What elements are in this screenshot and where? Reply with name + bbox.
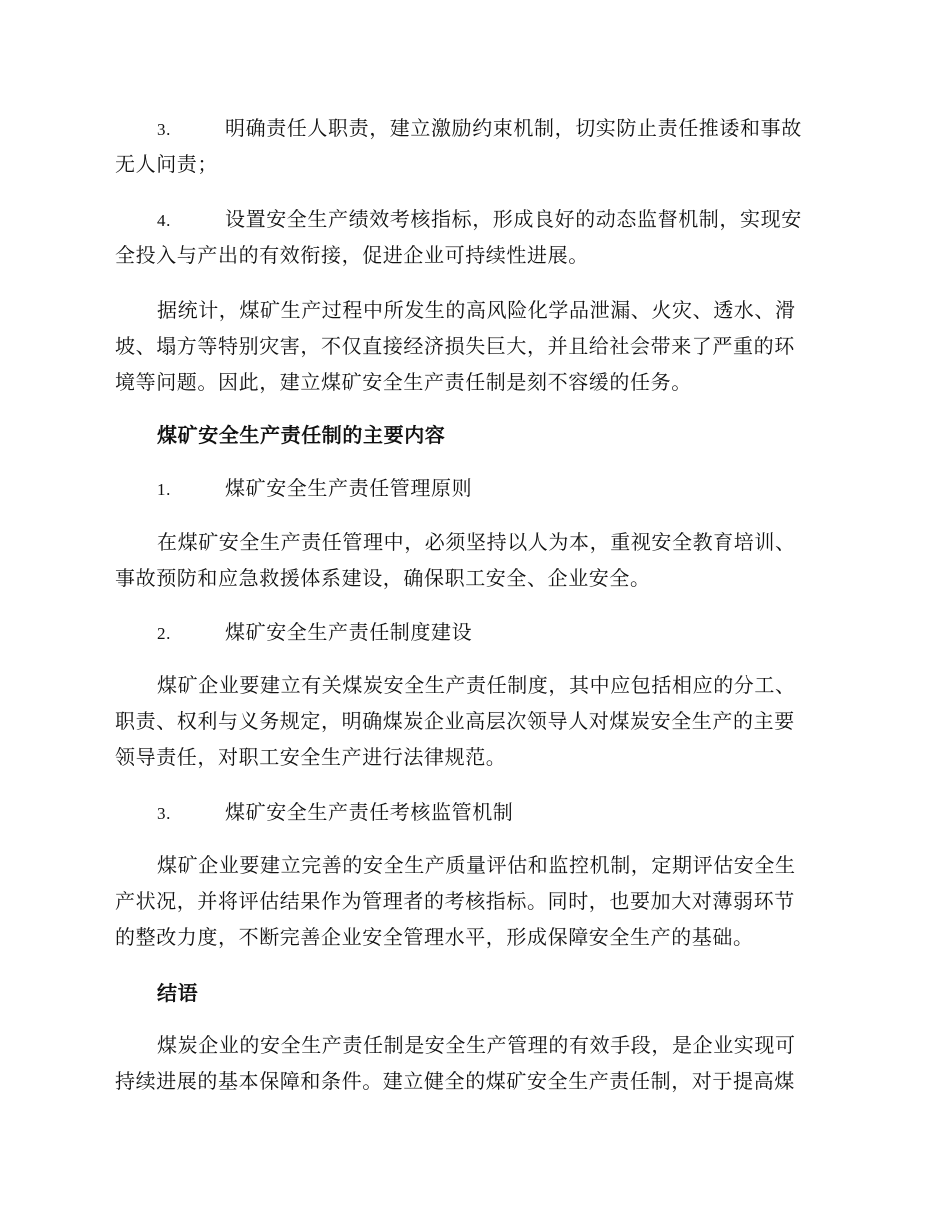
statistics-paragraph bbox=[115, 292, 835, 400]
subsection-1-paragraph bbox=[115, 524, 835, 596]
paragraph-line: 煤矿企业要建立完善的安全生产质量评估和监控机制，定期评估安全生 bbox=[157, 853, 796, 877]
list-number: 4. bbox=[157, 211, 171, 230]
paragraph-line: 设置安全生产绩效考核指标，形成良好的动态监督机制，实现安 bbox=[225, 207, 802, 231]
subsection-title: 煤矿安全生产责任制度建设 bbox=[225, 620, 473, 644]
paragraph-line: 煤炭企业的安全生产责任制是安全生产管理的有效手段，是企业实现可 bbox=[157, 1033, 796, 1057]
paragraph-line: 领导责任，对职工安全生产进行法律规范。 bbox=[115, 745, 507, 769]
paragraph-line: 据统计，煤矿生产过程中所发生的高风险化学品泄漏、火灾、透水、滑 bbox=[157, 298, 796, 322]
paragraph-line: 无人问责； bbox=[115, 152, 218, 176]
paragraph-line: 境等问题。因此，建立煤矿安全生产责任制是刻不容缓的任务。 bbox=[115, 370, 692, 394]
list-number: 2. bbox=[157, 624, 171, 643]
paragraph-line: 产状况，并将评估结果作为管理者的考核指标。同时，也要加大对薄弱环节 bbox=[115, 889, 795, 913]
list-number: 1. bbox=[157, 480, 171, 499]
subsection-title: 煤矿安全生产责任管理原则 bbox=[225, 476, 473, 500]
subsection-2-title bbox=[115, 614, 835, 650]
subsection-3-title bbox=[115, 794, 835, 830]
subsection-3-paragraph bbox=[115, 847, 835, 955]
subsection-title: 煤矿安全生产责任考核监管机制 bbox=[225, 800, 514, 824]
list-item-3 bbox=[115, 110, 835, 182]
subsection-2-paragraph bbox=[115, 667, 835, 775]
paragraph-line: 煤矿企业要建立有关煤炭安全生产责任制度，其中应包括相应的分工、 bbox=[157, 673, 796, 697]
paragraph-line: 在煤矿安全生产责任管理中，必须坚持以人为本，重视安全教育培训、 bbox=[157, 530, 796, 554]
paragraph-line: 明确责任人职责，建立激励约束机制，切实防止责任推诿和事故 bbox=[225, 116, 802, 140]
conclusion-paragraph bbox=[115, 1027, 835, 1099]
paragraph-line: 的整改力度，不断完善企业安全管理水平，形成保障安全生产的基础。 bbox=[115, 925, 754, 949]
paragraph-line: 坡、塌方等特别灾害，不仅直接经济损失巨大，并且给社会带来了严重的环 bbox=[115, 334, 795, 358]
paragraph-line: 职责、权利与义务规定，明确煤炭企业高层次领导人对煤炭安全生产的主要 bbox=[115, 709, 795, 733]
list-number: 3. bbox=[157, 120, 171, 139]
list-number: 3. bbox=[157, 804, 171, 823]
list-item-4 bbox=[115, 201, 835, 273]
subsection-1-title bbox=[115, 470, 835, 506]
paragraph-line: 事故预防和应急救援体系建设，确保职工安全、企业安全。 bbox=[115, 566, 651, 590]
paragraph-line: 全投入与产出的有效衔接，促进企业可持续性进展。 bbox=[115, 243, 589, 267]
section-heading: 煤矿安全生产责任制的主要内容 bbox=[157, 423, 446, 447]
conclusion-heading: 结语 bbox=[157, 981, 199, 1005]
paragraph-line: 持续进展的基本保障和条件。建立健全的煤矿安全生产责任制，对于提高煤 bbox=[115, 1069, 795, 1093]
